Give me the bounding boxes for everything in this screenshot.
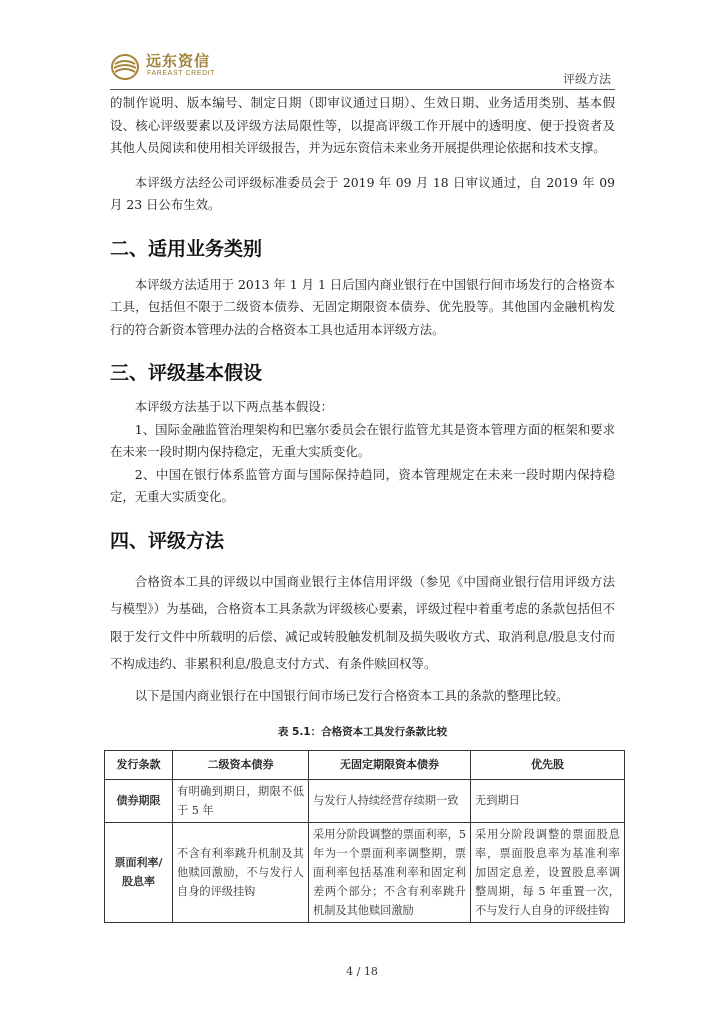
- page-content: [110, 92, 620, 923]
- page-number: 4 / 18: [346, 965, 378, 978]
- paragraph-6: 2、中国在银行体系监管方面与国际保持趋同，资本管理规定在未来一段时期内保持稳定，无重大实质变化。: [110, 466, 615, 504]
- table-cell: 与发行人持续经营存续期一致: [309, 779, 471, 822]
- paragraph-5: 1、国际金融监管治理架构和巴塞尔委员会在银行监管尤其是资本管理方面的框架和要求在未来一段时期内保持稳定，无重大实质变化。: [110, 421, 615, 459]
- table-header-cell: 二级资本债券: [173, 750, 309, 779]
- section-heading-3: 三、评级基本假设: [110, 362, 263, 384]
- paragraph-2: 本评级方法经公司评级标准委员会于 2019 年 09 月 18 日审议通过，自 2019 年 09 月 23 日公布生效。: [110, 174, 615, 212]
- table-header-cell: 优先股: [471, 750, 625, 779]
- table-header-cell: 发行条款: [105, 750, 173, 779]
- table-cell: 采用分阶段调整的票面股息率，票面股息率为基准利率加固定息差，设置股息率调整周期，每 5 年重置一次，不与发行人自身的评级挂钩: [471, 822, 625, 922]
- table-header-row: [105, 750, 625, 779]
- paragraph-3: 本评级方法适用于 2013 年 1 月 1 日后国内商业银行在中国银行间市场发行的合格资本工具，包括但不限于二级资本债券、无固定期限资本债券、优先股等。其他国内金融机构发行的符合新资本管理办法的合格资本工具也适用本评级方法。: [110, 276, 615, 337]
- fareast-logo-icon: [110, 52, 140, 82]
- section-heading-2: 二、适用业务类别: [110, 237, 263, 260]
- company-logo: [110, 50, 260, 84]
- paragraph-1: 的制作说明、版本编号、制定日期（即审议通过日期）、生效日期、业务适用类别、基本假设、核心评级要素以及评级方法局限性等，以提高评级工作开展中的透明度、便于投资者及其他人员阅读和使用相关评级报告，并为远东资信未来业务开展提供理论依据和技术支撑。: [110, 95, 615, 155]
- section-heading-4: 四、评级方法: [110, 529, 225, 552]
- logo-chinese-name: 远东资信: [146, 52, 211, 70]
- page-header: [110, 44, 615, 90]
- table-row: [105, 822, 625, 922]
- header-title: 评级方法: [562, 72, 611, 86]
- table-cell: 无到期日: [471, 779, 625, 822]
- table-cell: 不含有利率跳升机制及其他赎回激励，不与发行人自身的评级挂钩: [173, 822, 309, 922]
- paragraph-7: 合格资本工具的评级以中国商业银行主体信用评级（参见《中国商业银行信用评级方法与模型》）为基础，合格资本工具条款为评级核心要素，评级过程中着重考虑的条款包括但不限于发行文件中所载明的后偿、减记或转股触发机制及损失吸收方式、取消利息/股息支付而不构成违约、非累积利息/股息支付方式、有条件赎回权等。: [110, 573, 615, 671]
- logo-english-name: FAREAST CREDIT: [147, 70, 216, 77]
- table-row: [105, 779, 625, 822]
- terms-comparison-table: [104, 750, 625, 923]
- table-caption: 表 5.1：合格资本工具发行条款比较: [277, 726, 448, 738]
- row-label-cell: 债券期限: [105, 779, 173, 822]
- table-header-cell: 无固定期限资本债券: [309, 750, 471, 779]
- table-cell: 有明确到期日，期限不低于 5 年: [173, 779, 309, 822]
- paragraph-8: 以下是国内商业银行在中国银行间市场已发行合格资本工具的条款的整理比较。: [134, 687, 569, 703]
- table-cell: 采用分阶段调整的票面利率，5 年为一个票面利率调整期，票面利率包括基准利率和固定利差两个部分；不含有利率跳升机制及其他赎回激励: [309, 822, 471, 922]
- paragraph-4: 本评级方法基于以下两点基本假设：: [134, 399, 334, 414]
- row-label-cell: 票面利率/股息率: [105, 822, 173, 922]
